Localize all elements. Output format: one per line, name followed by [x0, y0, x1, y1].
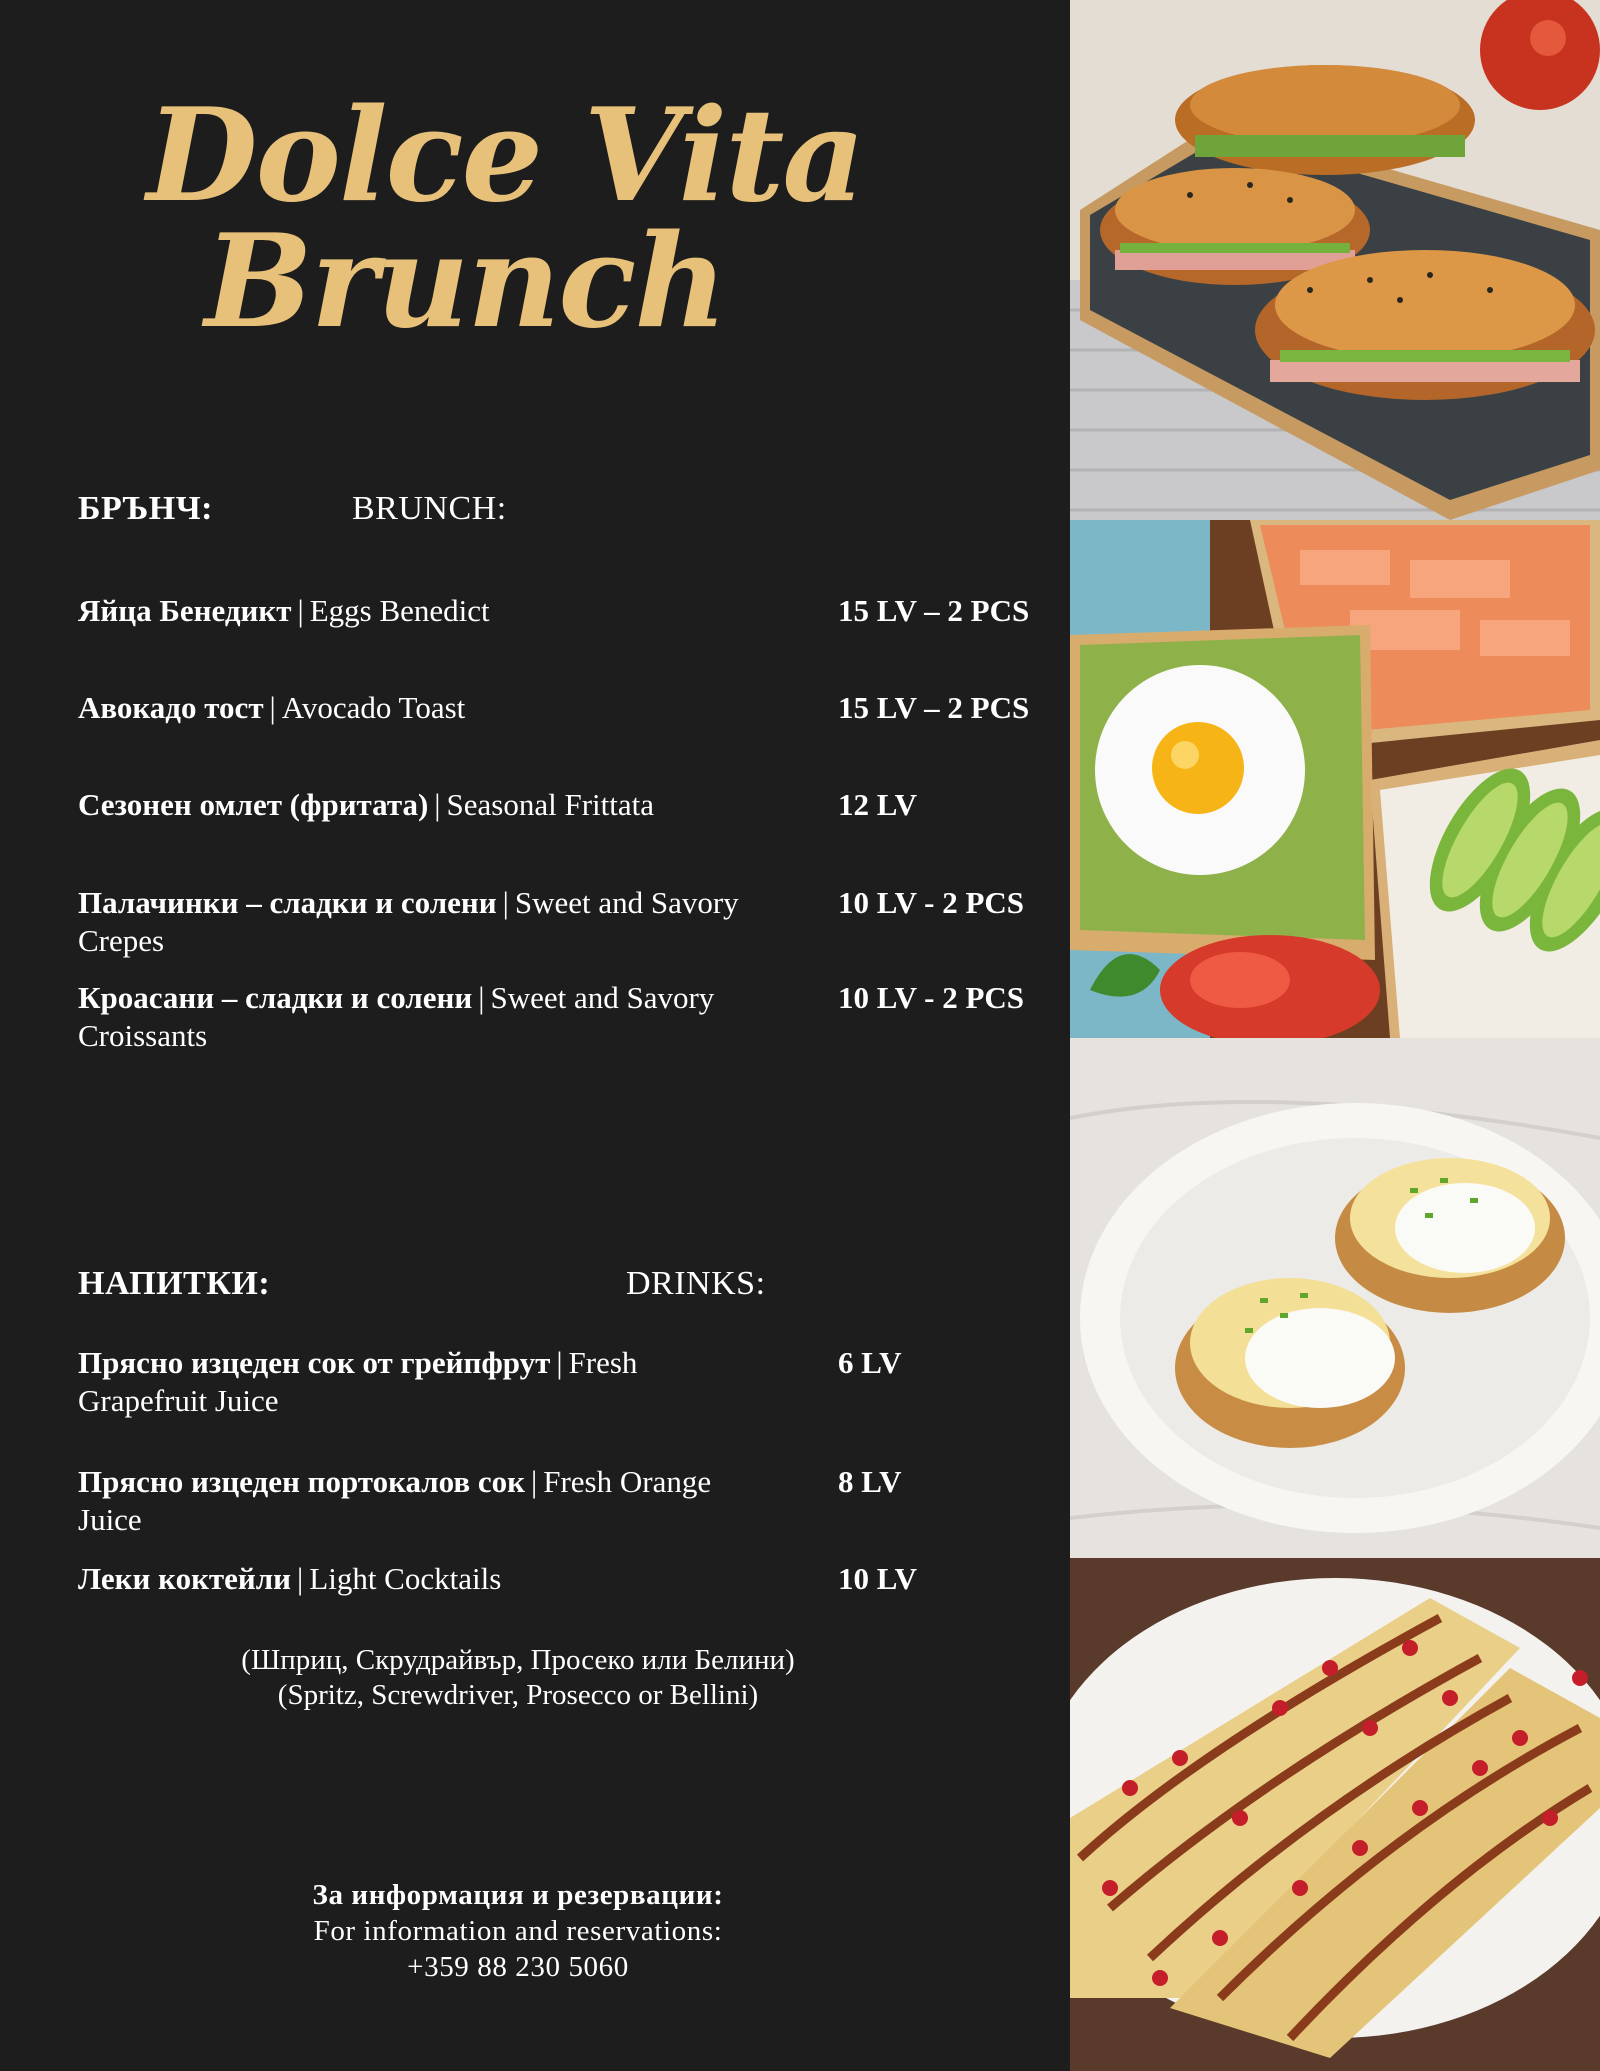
- item-name-bg: Кроасани – сладки и солени: [78, 980, 473, 1015]
- item-name-en: Avocado Toast: [281, 690, 466, 725]
- drinks-heading-en: DRINKS:: [626, 1265, 766, 1302]
- item-name-en: Seasonal Frittata: [446, 787, 654, 822]
- crepes-photo: [1070, 1558, 1600, 2071]
- cocktail-note-en: (Spritz, Screwdriver, Prosecco or Bellini): [277, 1679, 759, 1711]
- menu-item-croissants: Кроасани – сладки и солени | Sweet and Savory Croissants: [78, 980, 715, 1053]
- menu-item-avocado-toast: Авокадо тост | Avocado Toast: [78, 690, 466, 725]
- item-price: 12 LV: [838, 787, 917, 822]
- cocktail-note-bg: (Шприц, Скрудрайвър, Просеко или Белини): [241, 1644, 795, 1676]
- item-name-bg: Сезонен омлет (фритата): [78, 787, 429, 822]
- item-name-bg: Авокадо тост: [78, 690, 264, 725]
- menu-item-eggs-benedict: Яйца Бенедикт | Eggs Benedict: [78, 593, 490, 628]
- item-name-en: Eggs Benedict: [309, 593, 490, 628]
- drinks-heading-bg: НАПИТКИ:: [78, 1265, 271, 1302]
- item-name-bg: Леки коктейли: [78, 1561, 292, 1596]
- contact-phone: +359 88 230 5060: [407, 1951, 629, 1983]
- brunch-heading-en: BRUNCH:: [352, 490, 507, 527]
- menu-item-frittata: Сезонен омлет (фритата) | Seasonal Frittata: [78, 787, 654, 822]
- item-price: 6 LV: [838, 1345, 902, 1380]
- item-name-en: Sweet and Savory Croissants: [78, 980, 715, 1053]
- item-price: 8 LV: [838, 1464, 902, 1499]
- item-name-bg: Яйца Бенедикт: [78, 593, 292, 628]
- item-price: 15 LV – 2 PCS: [838, 593, 1030, 628]
- item-name-bg: Прясно изцеден сок от грейпфрут: [78, 1345, 551, 1380]
- item-name-en: Fresh Orange Juice: [78, 1464, 712, 1537]
- item-name-en: Light Cocktails: [309, 1561, 502, 1596]
- photo-column: [1070, 0, 1600, 2071]
- item-name-en: Sweet and Savory Crepes: [78, 885, 739, 958]
- eggs-benedict-photo: [1070, 1038, 1600, 1558]
- contact-label-en: For information and reservations:: [313, 1915, 723, 1947]
- item-name-bg: Прясно изцеден портокалов сок: [78, 1464, 525, 1499]
- menu-item-grapefruit-juice: Прясно изцеден сок от грейпфрут | Fresh Grapefruit Juice: [78, 1345, 638, 1418]
- item-name-bg: Палачинки – сладки и солени: [78, 885, 497, 920]
- title-line-2: Brunch: [204, 207, 726, 357]
- item-price: 10 LV - 2 PCS: [838, 980, 1025, 1015]
- avocado-toast-photo: [1070, 520, 1600, 1038]
- title-line-1: Dolce Vita: [146, 81, 864, 231]
- menu-item-light-cocktails: Леки коктейли | Light Cocktails: [78, 1561, 502, 1596]
- item-name-en: Fresh Grapefruit Juice: [78, 1345, 638, 1418]
- croissant-sandwich-photo: [1070, 0, 1600, 520]
- item-price: 10 LV: [838, 1561, 917, 1596]
- brunch-heading-bg: БРЪНЧ:: [78, 490, 213, 527]
- menu-item-orange-juice: Прясно изцеден портокалов сок | Fresh Orange Juice: [78, 1464, 712, 1537]
- item-price: 10 LV - 2 PCS: [838, 885, 1025, 920]
- contact-label-bg: За информация и резервации:: [312, 1879, 724, 1911]
- item-price: 15 LV – 2 PCS: [838, 690, 1030, 725]
- menu-item-crepes: Палачинки – сладки и солени | Sweet and Savory Crepes: [78, 885, 739, 958]
